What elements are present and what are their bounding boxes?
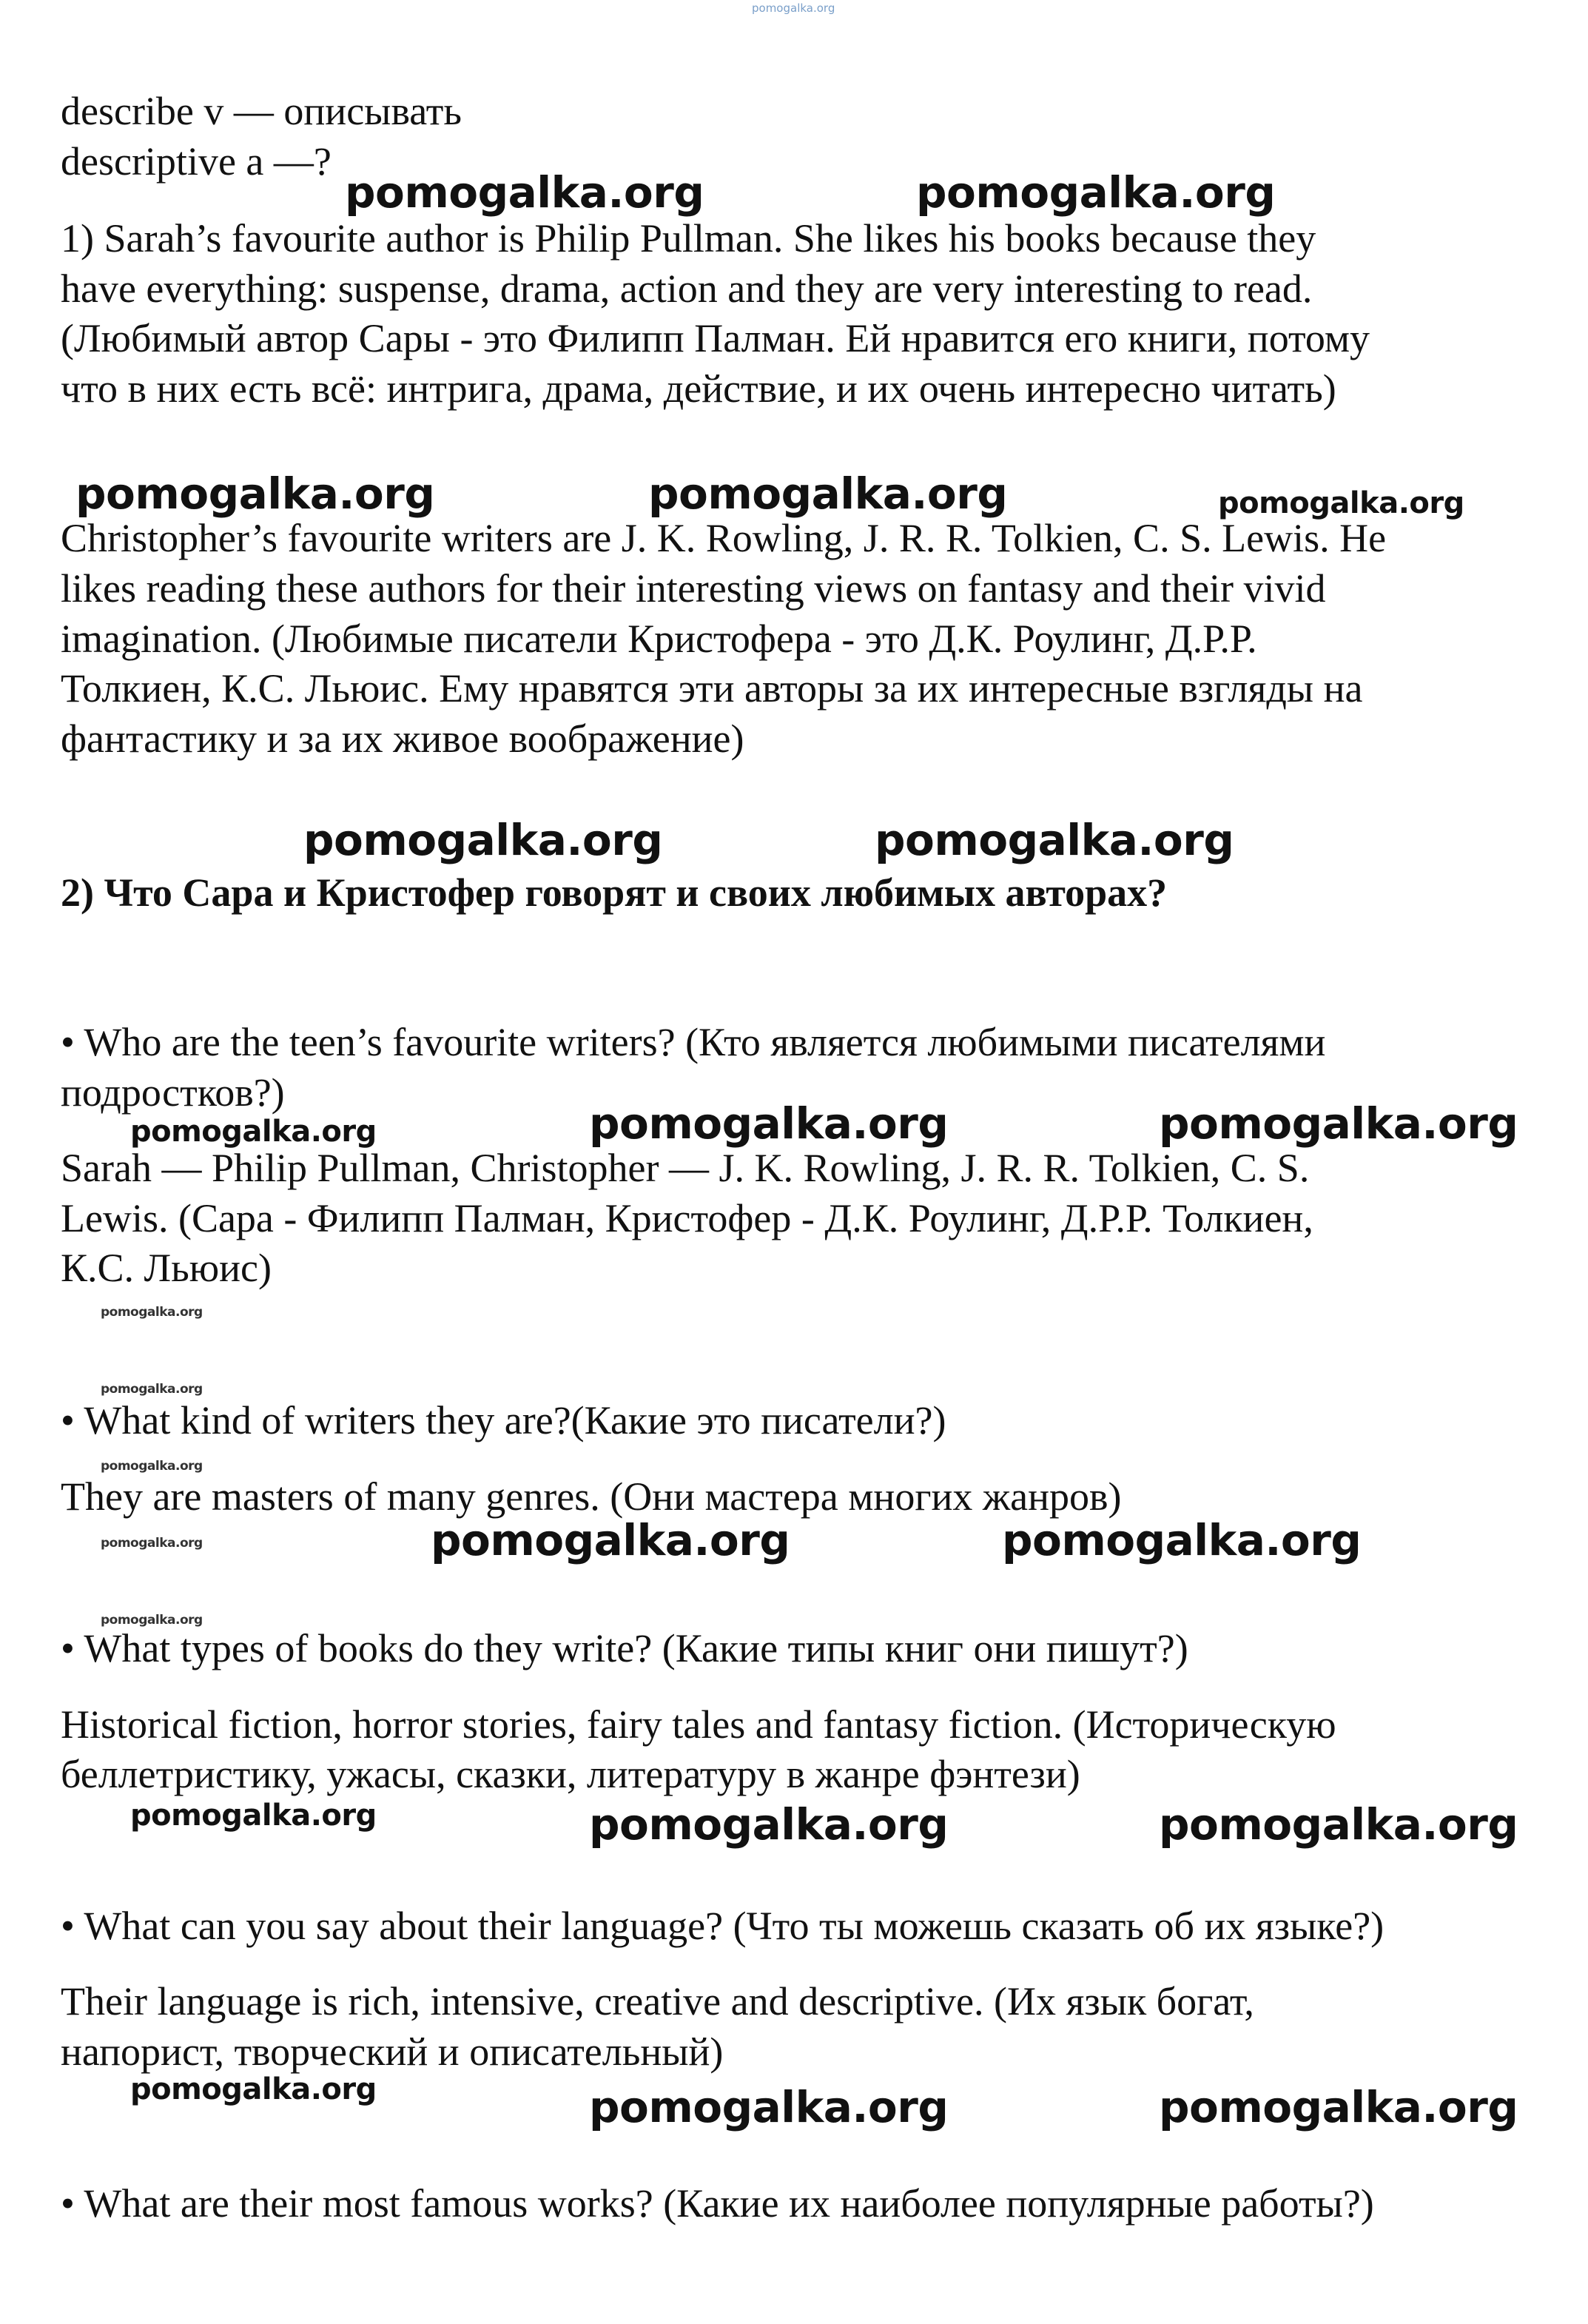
chris-line-5: фантастику и за их живое воображение) bbox=[61, 716, 744, 761]
watermark: pomogalka.org bbox=[345, 167, 704, 218]
watermark: pomogalka.org bbox=[1218, 486, 1464, 520]
question-1-line-1: • Who are the teen’s favourite writers? (Кто является любимыми писателями bbox=[61, 1020, 1326, 1064]
watermark: pomogalka.org bbox=[431, 1515, 790, 1565]
vocab-line-2: descriptive a —? bbox=[61, 139, 332, 184]
sarah-line-3: (Любимый автор Сары - это Филипп Палман. Ей нравится его книги, потому bbox=[61, 316, 1370, 360]
chris-line-3: imagination. (Любимые писатели Кристофера - это Д.К. Роулинг, Д.Р.Р. bbox=[61, 617, 1257, 661]
watermark: pomogalka.org bbox=[303, 815, 663, 865]
watermark: pomogalka.org bbox=[648, 469, 1008, 519]
watermark: pomogalka.org bbox=[916, 167, 1276, 218]
watermark: pomogalka.org bbox=[589, 2082, 949, 2132]
watermark: pomogalka.org bbox=[130, 1799, 377, 1833]
question-3: • What types of books do they write? (Какие типы книг они пишут?) bbox=[61, 1626, 1188, 1670]
watermark: pomogalka.org bbox=[589, 1799, 949, 1850]
watermark: pomogalka.org bbox=[101, 1382, 203, 1397]
sarah-line-2: have everything: suspense, drama, action and they are very interesting to read. bbox=[61, 266, 1313, 311]
watermark: pomogalka.org bbox=[75, 469, 435, 519]
watermark: pomogalka.org bbox=[101, 1305, 203, 1320]
sarah-line-1: 1) Sarah’s favourite author is Philip Pullman. She likes his books because they bbox=[61, 216, 1316, 261]
watermark: pomogalka.org bbox=[875, 815, 1234, 865]
section-heading: 2) Что Сара и Кристофер говорят и своих любимых авторах? bbox=[61, 870, 1168, 915]
answer-1-line-1: Sarah — Philip Pullman, Christopher — J. K. Rowling, J. R. R. Tolkien, C. S. bbox=[61, 1146, 1310, 1190]
question-4: • What can you say about their language? (Что ты можешь сказать об их языке?) bbox=[61, 1904, 1385, 1948]
question-2: • What kind of writers they are?(Какие это писатели?) bbox=[61, 1398, 946, 1443]
vocab-line-1: describe v — описывать bbox=[61, 89, 462, 133]
answer-1-line-3: К.С. Льюис) bbox=[61, 1246, 272, 1290]
question-5: • What are their most famous works? (Какие их наиболее популярные работы?) bbox=[61, 2181, 1374, 2226]
watermark: pomogalka.org bbox=[101, 1459, 203, 1474]
chris-line-2: likes reading these authors for their interesting views on fantasy and their vivid bbox=[61, 566, 1326, 611]
watermark-top: pomogalka.org bbox=[752, 1, 835, 15]
answer-4-line-2: напорист, творческий и описательный) bbox=[61, 2029, 724, 2074]
watermark: pomogalka.org bbox=[1159, 1098, 1518, 1149]
answer-1-line-2: Lewis. (Сара - Филипп Палман, Кристофер - Д.К. Роулинг, Д.Р.Р. Толкиен, bbox=[61, 1196, 1313, 1240]
question-1-line-2: подростков?) bbox=[61, 1070, 285, 1115]
watermark: pomogalka.org bbox=[1159, 2082, 1518, 2132]
watermark: pomogalka.org bbox=[101, 1613, 203, 1628]
watermark: pomogalka.org bbox=[130, 2072, 377, 2106]
answer-3-line-2: беллетристику, ужасы, сказки, литературу в жанре фэнтези) bbox=[61, 1752, 1080, 1796]
watermark: pomogalka.org bbox=[1002, 1515, 1362, 1565]
chris-line-1: Christopher’s favourite writers are J. K. Rowling, J. R. R. Tolkien, C. S. Lewis. He bbox=[61, 516, 1387, 560]
watermark: pomogalka.org bbox=[101, 1536, 203, 1551]
watermark: pomogalka.org bbox=[589, 1098, 949, 1149]
watermark: pomogalka.org bbox=[1159, 1799, 1518, 1850]
chris-line-4: Толкиен, К.С. Льюис. Ему нравятся эти авторы за их интересные взгляды на bbox=[61, 666, 1363, 711]
sarah-line-4: что в них есть всё: интрига, драма, действие, и их очень интересно читать) bbox=[61, 366, 1336, 411]
answer-3-line-1: Historical fiction, horror stories, fairy tales and fantasy fiction. (Историческую bbox=[61, 1702, 1336, 1747]
answer-4-line-1: Their language is rich, intensive, creative and descriptive. (Их язык богат, bbox=[61, 1979, 1254, 2024]
watermark: pomogalka.org bbox=[130, 1115, 377, 1149]
answer-2: They are masters of many genres. (Они мастера многих жанров) bbox=[61, 1474, 1122, 1519]
